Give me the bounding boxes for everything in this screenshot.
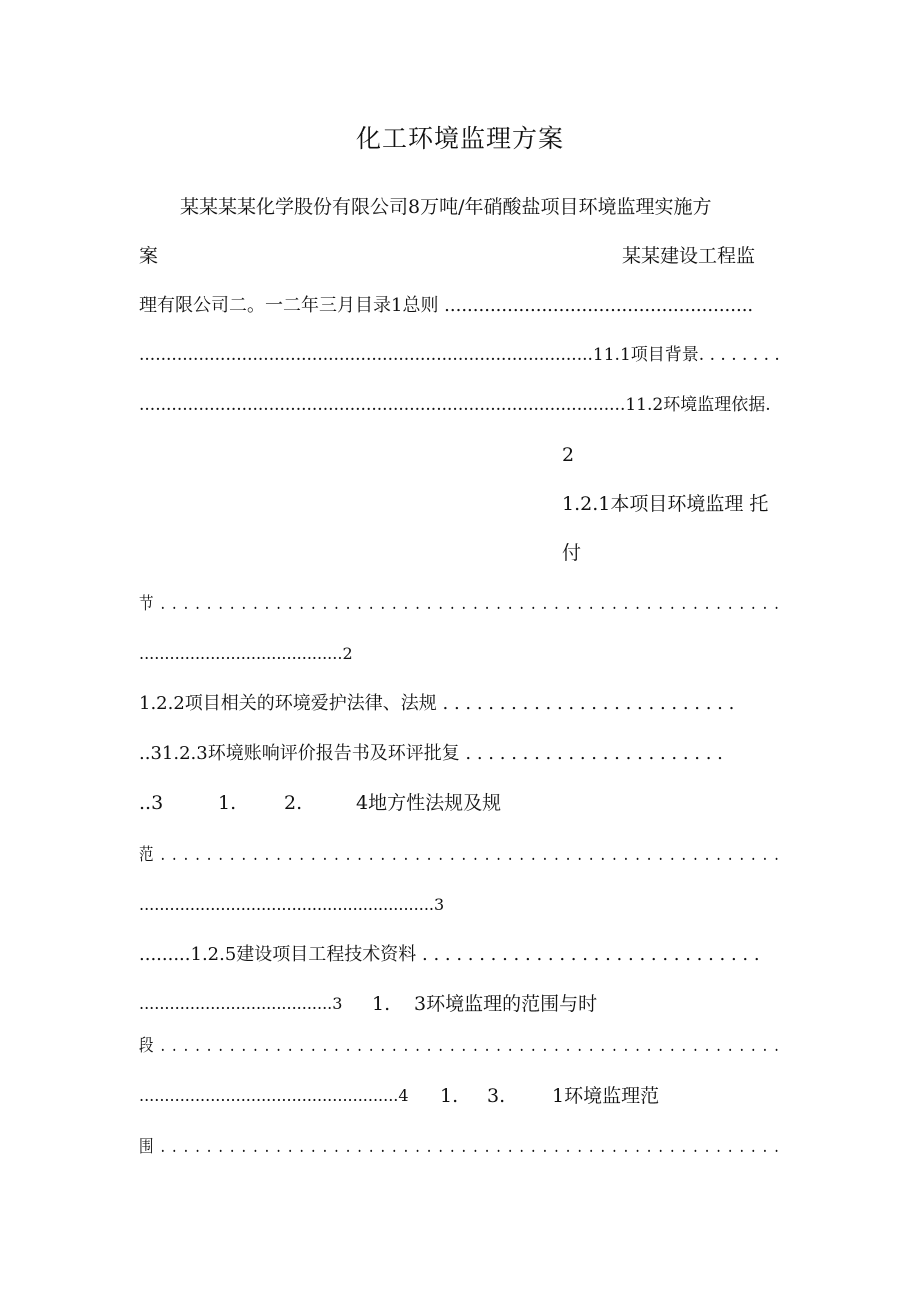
toc-line-5: 付 bbox=[562, 542, 582, 564]
intro-line-2-right: 某某建设工程监 bbox=[622, 245, 756, 267]
toc-line-16-b: 1. bbox=[440, 1085, 459, 1107]
toc-line-14-a: ......................................3 bbox=[139, 994, 343, 1013]
toc-line-17: 围 . . . . . . . . . . . . . . . . . . . . . . . . . . . . . . . . . . . . . . . . . . . . . . . . . . . . . . bbox=[139, 1137, 780, 1157]
toc-line-11: 范 . . . . . . . . . . . . . . . . . . . . . . . . . . . . . . . . . . . . . . . . . . . . . . . . . . . . . . bbox=[139, 845, 780, 865]
toc-line-8: 1.2.2项目相关的环境爱护法律、法规 . . . . . . . . . . . . . . . . . . . . . . . . . . bbox=[139, 693, 735, 714]
toc-line-12: ..........................................................3 bbox=[139, 895, 445, 914]
toc-line-10-c: 2. bbox=[284, 792, 303, 814]
toc-line-14-c: 3环境监理的范围与时 bbox=[414, 993, 598, 1015]
toc-line-14-b: 1. bbox=[372, 993, 391, 1015]
toc-line-3: ..........................................................................................11.2环境监理依据. bbox=[139, 395, 771, 415]
toc-line-10-d: 4地方性法规及规 bbox=[356, 792, 502, 814]
toc-line-16-c: 3. bbox=[487, 1085, 506, 1107]
intro-line-1: 某某某某化学股份有限公司8万吨/年硝酸盐项目环境监理实施方 bbox=[180, 196, 712, 218]
document-title: 化工环境监理方案 bbox=[355, 124, 564, 153]
toc-line-16-a: ...................................................4 bbox=[139, 1086, 409, 1105]
toc-line-7: ........................................2 bbox=[139, 644, 353, 663]
toc-line-13: .........1.2.5建设项目工程技术资料 . . . . . . . . . . . . . . . . . . . . . . . . . . . . . . bbox=[139, 944, 760, 965]
toc-line-1: 理有限公司二。一二年三月目录1总则 ...................................................... bbox=[139, 295, 754, 316]
toc-line-15: 段 . . . . . . . . . . . . . . . . . . . . . . . . . . . . . . . . . . . . . . . . . . . . . . . . . . . . . . bbox=[139, 1036, 780, 1056]
toc-line-2: ....................................................................................11.1项目背景. . . . . . . . bbox=[139, 345, 780, 365]
toc-line-16-d: 1环境监理范 bbox=[552, 1085, 660, 1107]
toc-line-4: 1.2.1本项目环境监理 托 bbox=[562, 493, 769, 515]
toc-line-6: 节 . . . . . . . . . . . . . . . . . . . . . . . . . . . . . . . . . . . . . . . . . . . . . . . . . . . . . . bbox=[139, 594, 780, 614]
toc-page-2: 2 bbox=[562, 444, 575, 466]
toc-line-10-b: 1. bbox=[218, 792, 237, 814]
toc-line-10-a: ..3 bbox=[139, 792, 164, 814]
toc-line-9: ..31.2.3环境账响评价报告书及环评批复 . . . . . . . . . . . . . . . . . . . . . . . bbox=[139, 743, 723, 764]
intro-line-2: 案 bbox=[139, 245, 159, 267]
